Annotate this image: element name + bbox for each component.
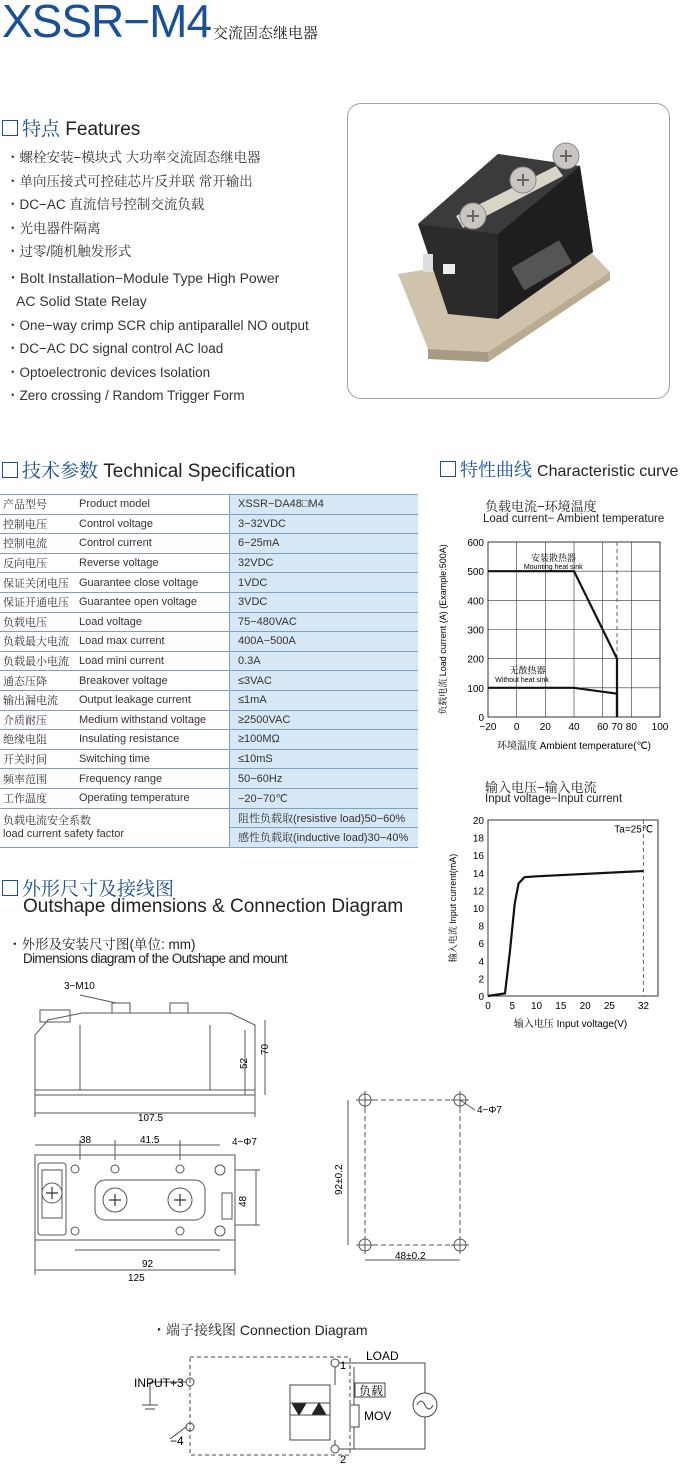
y-tick-label: 600 bbox=[467, 538, 484, 549]
product-photo-frame bbox=[347, 103, 670, 399]
checkbox-square-icon bbox=[2, 120, 18, 136]
checkbox-square-icon bbox=[2, 880, 18, 896]
list-item: ・光电器件隔离 bbox=[6, 220, 101, 236]
dim-1075: 107.5 bbox=[138, 1113, 164, 1124]
minus4-label: −4 bbox=[170, 1434, 184, 1448]
y-tick-label: 14 bbox=[472, 868, 484, 880]
connection-title: ・端子接线图 Connection Diagram bbox=[152, 1322, 368, 1338]
dim-48: 48 bbox=[238, 1195, 249, 1207]
spec-en: Switching time bbox=[75, 749, 230, 769]
spec-value: 6−25mA bbox=[230, 534, 419, 554]
list-item: ・One−way crimp SCR chip antiparallel NO output bbox=[6, 317, 309, 333]
mount-48: 48±0.2 bbox=[395, 1251, 426, 1262]
spec-value: 1VDC bbox=[230, 573, 419, 593]
mounting-hole-diagram bbox=[320, 1085, 520, 1270]
y-axis-label: 输入电流 Input current(mA) bbox=[448, 853, 458, 963]
y-tick-label: 6 bbox=[478, 939, 484, 951]
load-cn: 负载 bbox=[359, 1384, 384, 1398]
spec-value: −20−70℃ bbox=[230, 788, 419, 808]
chart1-title-en: Load current− Ambient temperature bbox=[483, 513, 665, 525]
spec-en: Guarantee open voltage bbox=[75, 592, 230, 612]
mount-4phi7: 4−Φ7 bbox=[477, 1105, 502, 1116]
dim-52: 52 bbox=[239, 1057, 250, 1069]
chart1-title-cn: 负载电流−环境温度 bbox=[485, 499, 597, 514]
spec-cn: 输出漏电流 bbox=[0, 690, 75, 710]
spec-cn: 控制电流 bbox=[0, 534, 75, 554]
list-item: ・过零/随机触发形式 bbox=[6, 244, 132, 259]
y-tick-label: 8 bbox=[478, 921, 484, 933]
table-row bbox=[0, 612, 418, 632]
list-item: AC Solid State Relay bbox=[16, 293, 147, 309]
input-label: INPUT+3 bbox=[134, 1376, 184, 1390]
spec-table bbox=[0, 494, 418, 848]
list-item: ・单向压接式可控硅芯片反并联 常开输出 bbox=[6, 173, 253, 189]
spec-en: Reverse voltage bbox=[75, 553, 230, 573]
table-row bbox=[0, 808, 418, 828]
series-line bbox=[488, 871, 643, 996]
table-row bbox=[0, 690, 418, 710]
x-axis-label: 环境温度 Ambient temperature(℃) bbox=[496, 741, 652, 752]
chart2-title-en: Input voltage−Input current bbox=[485, 793, 623, 805]
table-row bbox=[0, 534, 418, 554]
dim-4phi7: 4−Φ7 bbox=[232, 1137, 257, 1148]
safety-en: load current safety factor bbox=[3, 827, 125, 840]
x-tick-label: 80 bbox=[625, 722, 637, 733]
spec-cn: 绝缘电阻 bbox=[0, 730, 75, 750]
spec-heading: 技术参数 Technical Specification bbox=[2, 456, 296, 483]
y-tick-label: 100 bbox=[467, 683, 484, 695]
y-tick-label: 500 bbox=[467, 567, 484, 579]
y-tick-label: 300 bbox=[467, 625, 484, 637]
checkbox-square-icon bbox=[2, 462, 18, 478]
spec-en: Load max current bbox=[75, 632, 230, 652]
list-item: ・DC−AC DC signal control AC load bbox=[6, 341, 224, 356]
spec-en: Output leakage current bbox=[75, 690, 230, 710]
feature-list bbox=[6, 146, 336, 408]
spec-en: Load voltage bbox=[75, 612, 230, 632]
spec-cn: 保证关闭电压 bbox=[0, 573, 75, 593]
series-line bbox=[488, 571, 617, 717]
x-tick-label: 0 bbox=[485, 1001, 491, 1012]
x-tick-label: 60 bbox=[597, 722, 609, 733]
table-row bbox=[0, 573, 418, 593]
table-row bbox=[0, 592, 418, 612]
table-row bbox=[0, 769, 418, 789]
spec-en: Guarantee close voltage bbox=[75, 573, 230, 593]
spec-cn: 负载最大电流 bbox=[0, 632, 75, 652]
x-tick-label: 100 bbox=[651, 722, 669, 733]
y-tick-label: 10 bbox=[472, 904, 484, 915]
spec-cn: 控制电压 bbox=[0, 514, 75, 534]
x-tick-label: 20 bbox=[539, 722, 551, 733]
spec-value: 0.3A bbox=[230, 651, 419, 671]
dim-415: 41.5 bbox=[140, 1135, 160, 1146]
terminal-1: 1 bbox=[340, 1360, 347, 1372]
spec-en: Frequency range bbox=[75, 769, 230, 789]
spec-value: ≥100MΩ bbox=[230, 730, 419, 750]
spec-value: 3VDC bbox=[230, 592, 419, 612]
spec-value: 400A−500A bbox=[230, 632, 419, 652]
table-row bbox=[0, 495, 418, 515]
series-label: 无散热器 bbox=[509, 665, 546, 676]
spec-en: Insulating resistance bbox=[75, 730, 230, 750]
dim-38: 38 bbox=[80, 1135, 92, 1146]
table-row bbox=[0, 671, 418, 691]
table-row bbox=[0, 651, 418, 671]
y-tick-label: 18 bbox=[472, 833, 484, 845]
connection-diagram bbox=[130, 1345, 450, 1463]
terminal-2: 2 bbox=[340, 1454, 347, 1463]
list-item: ・Zero crossing / Random Trigger Form bbox=[6, 388, 245, 403]
y-tick-label: 16 bbox=[472, 851, 484, 863]
features-heading: 特点 Features bbox=[2, 114, 140, 141]
table-row bbox=[0, 788, 418, 808]
spec-en: Control voltage bbox=[75, 514, 230, 534]
outline-heading: 外形尺寸及接线图 bbox=[2, 874, 174, 901]
relay-module-illustration bbox=[348, 104, 669, 398]
spec-cn: 频率范围 bbox=[0, 769, 75, 789]
spec-cn: 工作温度 bbox=[0, 788, 75, 808]
checkbox-square-icon bbox=[440, 461, 456, 477]
dim-m10: 3−M10 bbox=[64, 981, 95, 992]
spec-value: ≥2500VAC bbox=[230, 710, 419, 730]
y-tick-label: 20 bbox=[472, 816, 484, 827]
outline-sub-cn: ・外形及安装尺寸图(单位: mm) bbox=[8, 937, 196, 952]
y-tick-label: 12 bbox=[472, 886, 484, 898]
annotation: Ta=25℃ bbox=[614, 824, 654, 836]
spec-value: XSSR−DA48□M4 bbox=[230, 495, 419, 515]
load-en: LOAD bbox=[366, 1349, 399, 1363]
spec-value: 32VDC bbox=[230, 553, 419, 573]
outline-sub-en: Dimensions diagram of the Outshape and mount bbox=[23, 951, 288, 966]
outline-heading-en: Outshape dimensions & Connection Diagram bbox=[23, 896, 404, 917]
curve-heading: 特性曲线 Characteristic curve bbox=[440, 456, 678, 482]
spec-en: Breakover voltage bbox=[75, 671, 230, 691]
spec-value: 75−480VAC bbox=[230, 612, 419, 632]
x-tick-label: 70 bbox=[611, 722, 623, 733]
x-tick-label: 25 bbox=[603, 1001, 615, 1012]
y-tick-label: 0 bbox=[478, 992, 484, 1003]
mount-92: 92±0.2 bbox=[334, 1164, 345, 1195]
spec-cn: 通态压降 bbox=[0, 671, 75, 691]
spec-cn: 反向电压 bbox=[0, 553, 75, 573]
series-label: Mounting heat sink bbox=[523, 563, 583, 571]
model-subtitle: 交流固态继电器 bbox=[213, 25, 319, 42]
spec-en: Product model bbox=[75, 495, 230, 515]
safety-cn: 负载电流安全系数 bbox=[3, 814, 91, 827]
x-tick-label: 10 bbox=[531, 1001, 543, 1012]
x-tick-label: 20 bbox=[579, 1001, 591, 1012]
safety-resistive: 阻性负载取(resistive load)50−60% bbox=[230, 808, 419, 828]
list-item: ・Bolt Installation−Module Type High Power bbox=[6, 269, 280, 286]
spec-value: ≤1mA bbox=[230, 690, 419, 710]
dim-92: 92 bbox=[142, 1259, 154, 1270]
y-tick-label: 4 bbox=[478, 956, 484, 968]
y-tick-label: 400 bbox=[467, 596, 484, 608]
series-label: 安装散热器 bbox=[531, 552, 577, 563]
list-item: ・螺栓安装−模块式 大功率交流固态继电器 bbox=[6, 150, 261, 165]
spec-cn: 负载电压 bbox=[0, 612, 75, 632]
y-tick-label: 2 bbox=[478, 974, 484, 986]
spec-en: Operating temperature bbox=[75, 788, 230, 808]
dim-70: 70 bbox=[260, 1043, 271, 1055]
y-axis-label: 负载电流 Load current (A) (Example:500A) bbox=[438, 544, 448, 715]
safety-inductive: 感性负载取(inductive load)30−40% bbox=[230, 828, 419, 848]
table-row bbox=[0, 514, 418, 534]
dim-125: 125 bbox=[128, 1273, 145, 1284]
y-tick-label: 0 bbox=[478, 713, 484, 724]
x-tick-label: −20 bbox=[479, 722, 497, 733]
spec-cn: 负载最小电流 bbox=[0, 651, 75, 671]
chart1 bbox=[432, 530, 680, 760]
x-tick-label: 5 bbox=[509, 1001, 516, 1012]
table-row bbox=[0, 632, 418, 652]
list-item: ・Optoelectronic devices Isolation bbox=[6, 364, 211, 380]
spec-value: ≤3VAC bbox=[230, 671, 419, 691]
spec-value: ≤10mS bbox=[230, 749, 419, 769]
model-title: XSSR−M4 bbox=[2, 0, 212, 47]
spec-en: Control current bbox=[75, 534, 230, 554]
y-tick-label: 200 bbox=[467, 654, 484, 666]
list-item: ・DC−AC 直流信号控制交流负载 bbox=[6, 197, 205, 212]
x-tick-label: 32 bbox=[637, 1001, 649, 1012]
table-row bbox=[0, 553, 418, 573]
spec-cn: 保证开通电压 bbox=[0, 592, 75, 612]
x-tick-label: 15 bbox=[555, 1001, 567, 1012]
table-row bbox=[0, 710, 418, 730]
spec-en: Medium withstand voltage bbox=[75, 710, 230, 730]
series-label: Without heat sink bbox=[495, 677, 549, 684]
spec-value: 50−60Hz bbox=[230, 769, 419, 789]
spec-cn: 开关时间 bbox=[0, 749, 75, 769]
spec-value: 3−32VDC bbox=[230, 514, 419, 534]
spec-cn: 介质耐压 bbox=[0, 710, 75, 730]
x-tick-label: 40 bbox=[568, 722, 580, 733]
chart2 bbox=[440, 808, 680, 1036]
mov-label: MOV bbox=[364, 1409, 392, 1423]
spec-en: Load mini current bbox=[75, 651, 230, 671]
spec-cn: 产品型号 bbox=[0, 495, 75, 515]
table-row bbox=[0, 730, 418, 750]
table-row bbox=[0, 749, 418, 769]
x-axis-label: 输入电压 Input voltage(V) bbox=[513, 1019, 628, 1030]
x-tick-label: 0 bbox=[513, 722, 520, 733]
chart2-title-cn: 输入电压−输入电流 bbox=[485, 780, 597, 795]
series-line bbox=[488, 688, 617, 717]
dimension-drawing bbox=[20, 975, 300, 1295]
